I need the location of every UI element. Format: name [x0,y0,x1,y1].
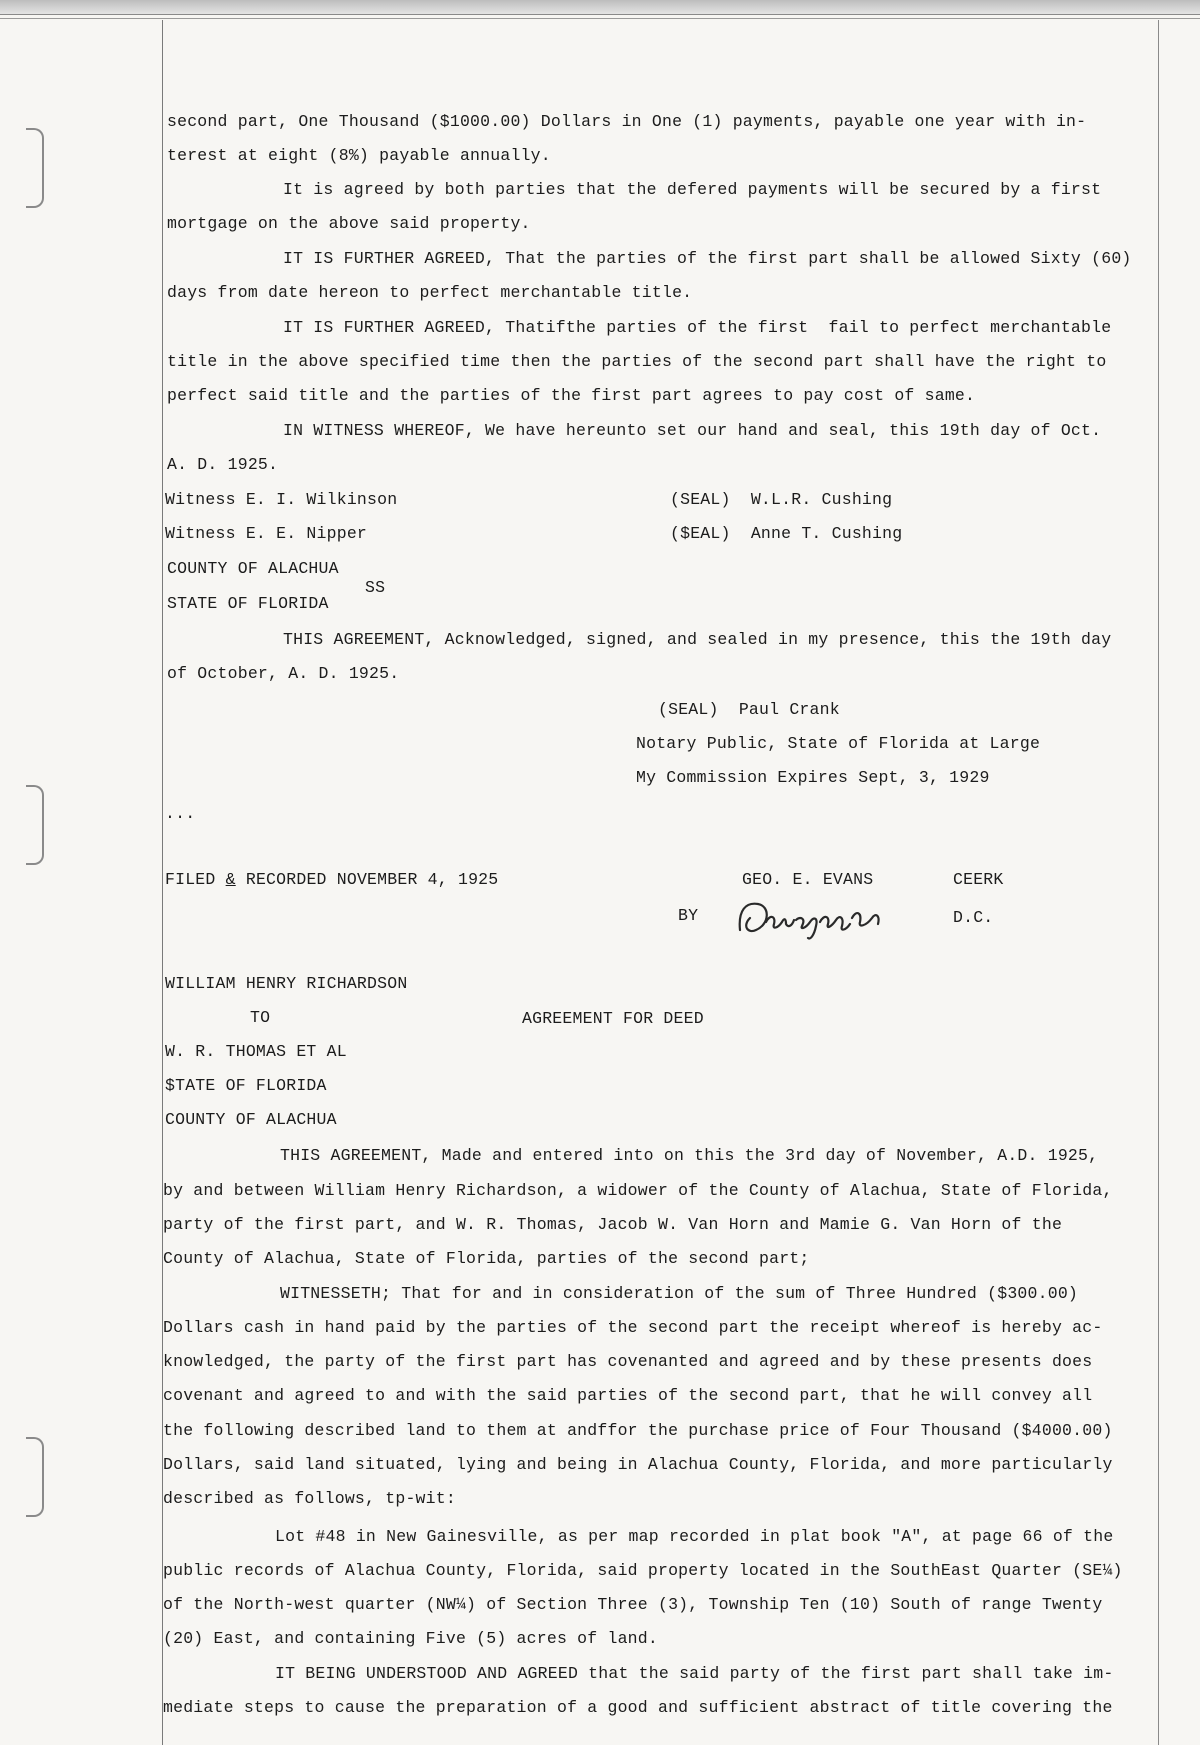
text-line: It is agreed by both parties that the defered payments will be secured by a first [283,180,1102,199]
left-margin-rule [162,20,163,1745]
text-line: mortgage on the above said property. [167,214,531,233]
notary-title: Notary Public, State of Florida at Large [636,734,1041,753]
text-line: A. D. 1925. [167,455,279,474]
venue-state: $TATE OF FLORIDA [165,1076,327,1095]
text-line: Dollars cash in hand paid by the parties of the second part the receipt whereof is hereby ac- [163,1318,1103,1337]
clerk-name: GEO. E. EVANS [742,870,874,889]
text-line: Lot #48 in New Gainesville, as per map recorded in plat book "A", at page 66 of the [275,1527,1114,1546]
text-line: of October, A. D. 1925. [167,664,400,683]
text-line: knowledged, the party of the first part has covenanted and agreed and by these presents does [163,1352,1093,1371]
text-line: IT IS FURTHER AGREED, Thatifthe parties of the first fail to perfect merchantable [283,318,1112,337]
text-line: THIS AGREEMENT, Made and entered into on this the 3rd day of November, A.D. 1925, [280,1146,1099,1165]
text-line: IT BEING UNDERSTOOD AND AGREED that the said party of the first part shall take im- [275,1664,1114,1683]
binder-hole [26,1437,44,1517]
text-line: second part, One Thousand ($1000.00) Dollars in One (1) payments, payable one year with in- [167,112,1087,131]
text-line: IT IS FURTHER AGREED, That the parties of the first part shall be allowed Sixty (60) [283,249,1132,268]
text-line: (20) East, and containing Five (5) acres of land. [163,1629,658,1648]
venue-county: COUNTY OF ALACHUA [165,1110,337,1129]
binder-hole [26,128,44,208]
deputy-clerk: D.C. [953,908,994,927]
venue-state: STATE OF FLORIDA [167,594,329,613]
text-line: IN WITNESS WHEREOF, We have hereunto set our hand and seal, this 19th day of Oct. [283,421,1102,440]
notary-seal: (SEAL) Paul Crank [658,700,840,719]
witness-line: Witness E. E. Nipper [165,524,368,543]
seal-signature: ($EAL) Anne T. Cushing [670,524,903,543]
text-line: County of Alachua, State of Florida, parties of the second part; [163,1249,810,1268]
filed-recorded [165,870,498,890]
text-line: public records of Alachua County, Florida, said property located in the SouthEast Quarter (SE¼) [163,1561,1123,1580]
handwritten-signature [736,896,956,942]
text-line: party of the first part, and W. R. Thomas, Jacob W. Van Horn and Mamie G. Van Horn of the [163,1215,1063,1234]
ampersand: & [225,870,236,889]
seal-signature: (SEAL) W.L.R. Cushing [670,490,893,509]
recorded-date: RECORDED NOVEMBER 4, 1925 [235,870,499,889]
text-line: terest at eight (8%) payable annually. [167,146,551,165]
by-label: BY [678,906,699,925]
clerk-title: CEERK [953,870,1004,889]
to-label: TO [250,1008,271,1027]
venue-county: COUNTY OF ALACHUA [167,559,339,578]
text-line: THIS AGREEMENT, Acknowledged, signed, and sealed in my presence, this the 19th day [283,630,1112,649]
text-line: title in the above specified time then the parties of the second part shall have the right to [167,352,1107,371]
venue-ss: SS [365,578,386,597]
text-line: the following described land to them at andffor the purchase price of Four Thousand ($4000.00) [163,1421,1113,1440]
witness-line: Witness E. I. Wilkinson [165,490,398,509]
text-line: of the North-west quarter (NW¼) of Section Three (3), Township Ten (10) South of range Twenty [163,1595,1103,1614]
notary-commission: My Commission Expires Sept, 3, 1929 [636,768,990,787]
grantor-heading: WILLIAM HENRY RICHARDSON [165,974,408,993]
text-line: perfect said title and the parties of the first part agrees to pay cost of same. [167,386,976,405]
right-margin-rule [1158,20,1159,1745]
document-type: AGREEMENT FOR DEED [522,1009,704,1028]
binder-hole [26,785,44,865]
grantee-heading: W. R. THOMAS ET AL [165,1042,347,1061]
ellipsis: ... [165,804,196,823]
text-line: described as follows, tp-wit: [163,1489,456,1508]
filed-word: FILED [165,870,226,889]
scan-top-rule [0,18,1200,19]
text-line: covenant and agreed to and with the said parties of the second part, that he will convey all [163,1386,1093,1405]
text-line: mediate steps to cause the preparation of a good and sufficient abstract of title covering the [163,1698,1113,1717]
scan-top-band [0,0,1200,15]
text-line: Dollars, said land situated, lying and being in Alachua County, Florida, and more particularly [163,1455,1113,1474]
text-line: WITNESSETH; That for and in consideration of the sum of Three Hundred ($300.00) [280,1284,1079,1303]
text-line: by and between William Henry Richardson, a widower of the County of Alachua, State of Florida, [163,1181,1113,1200]
text-line: days from date hereon to perfect merchantable title. [167,283,693,302]
